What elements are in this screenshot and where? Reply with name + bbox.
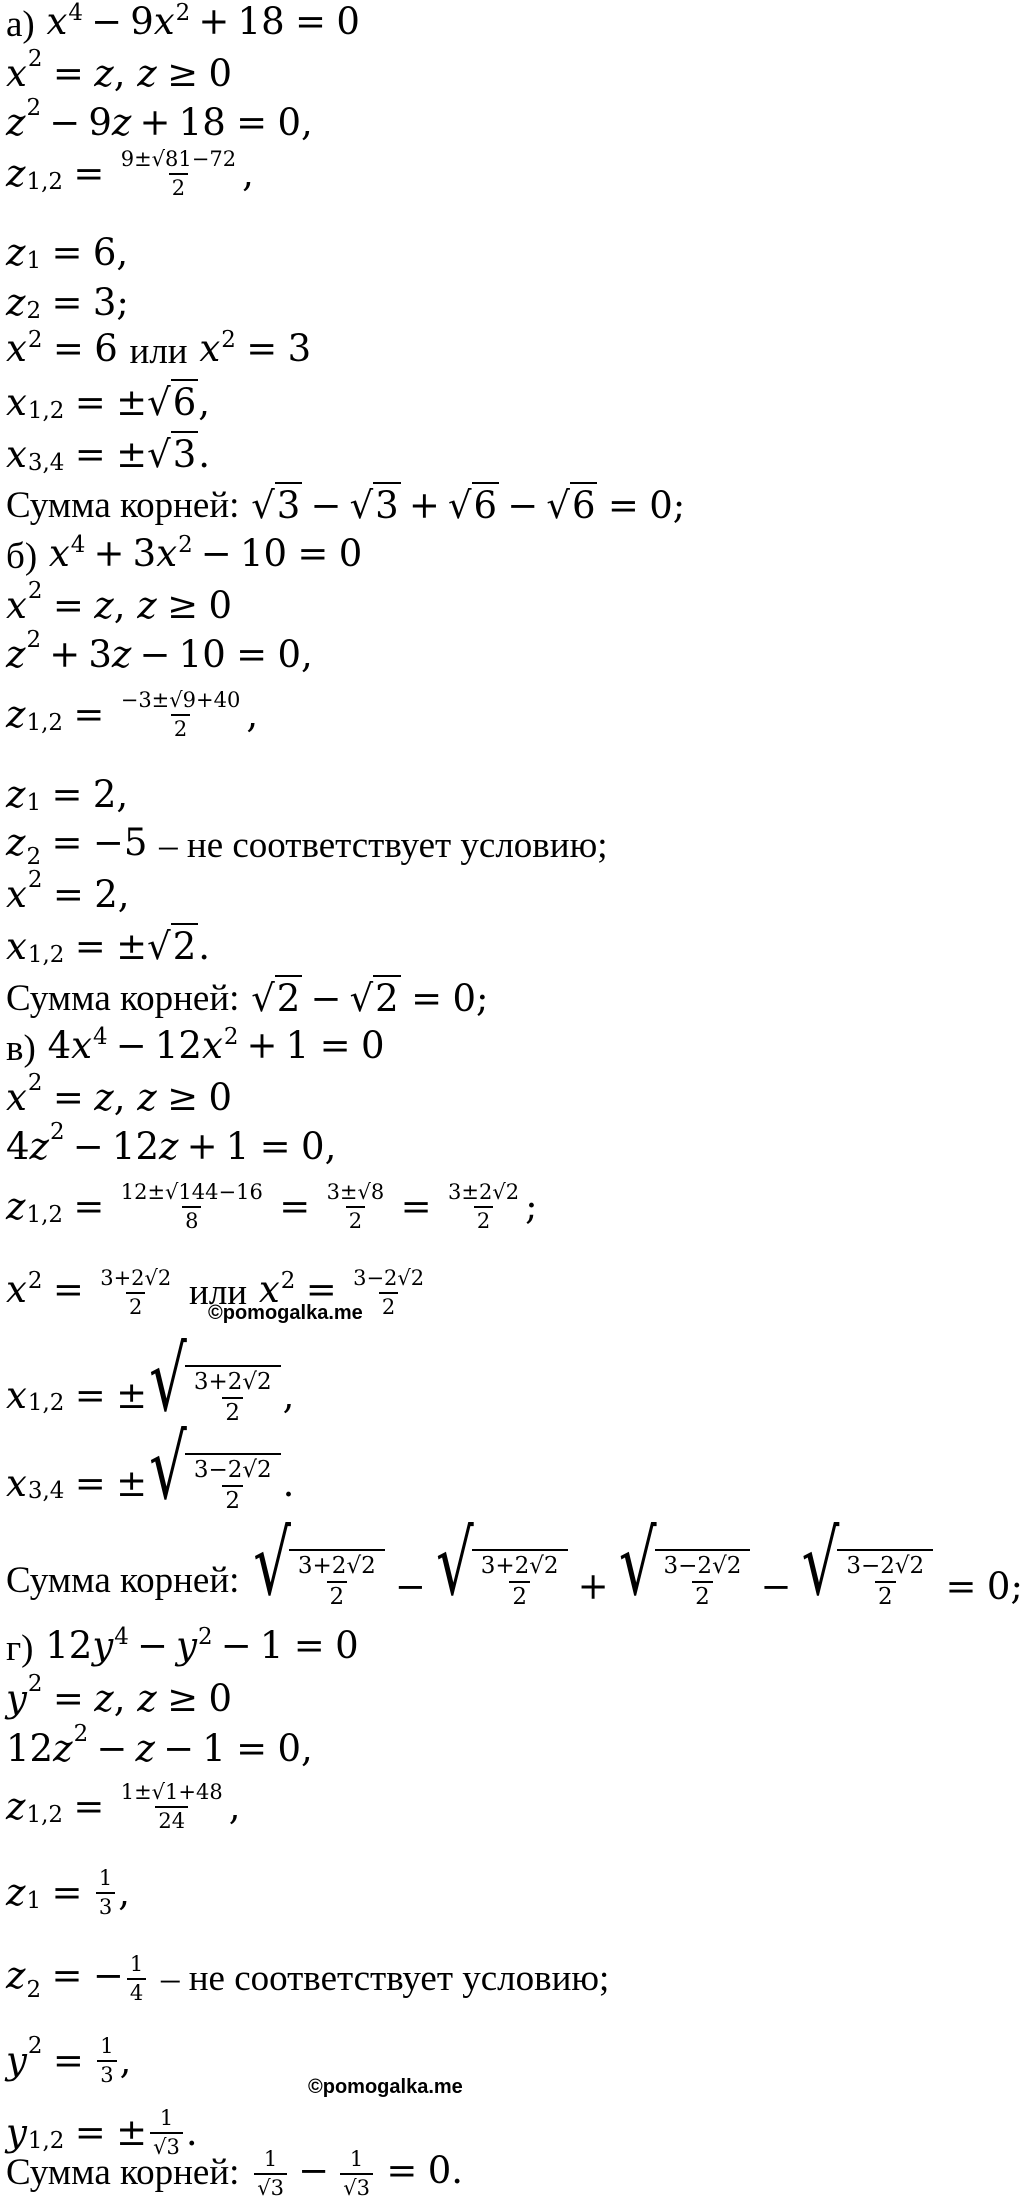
line-a-quadratic: z 2 − 9 z + 18 = 0, <box>6 94 313 144</box>
line-c-quadratic: 4 z 2 − 12 z + 1 = 0, <box>6 1118 337 1168</box>
sum-label: Сумма корней: <box>6 1559 240 1601</box>
line-d-y2: y 2 = $\frac{1}{3}$ , <box>6 2032 132 2087</box>
fraction-c-z3: $\frac{3\pm 2√2}{2}$ <box>448 1179 520 1233</box>
fraction-c-plus: $\frac{3+2√2}{2}$ <box>100 1265 172 1319</box>
not-satisfying-note: – не соответствует условию; <box>159 825 608 866</box>
line-d-quadratic: 12 z 2 − z − 1 = 0, <box>6 1720 313 1770</box>
line-b-x12: x 1,2 = ± √2 . <box>6 925 210 968</box>
watermark: ©pomogalka.me <box>208 1302 363 1324</box>
label-b: б) <box>6 536 38 577</box>
line-d-z1: z 1 = $\frac{1}{3}$ , <box>6 1865 130 1919</box>
sum-label: Сумма корней: <box>6 2152 240 2193</box>
line-a-roots-formula: z 1,2 = $\frac{9\pm√81-72}{2}$ , <box>6 146 254 200</box>
sum-label: Сумма корней: <box>6 978 240 1019</box>
line-a-sum: Сумма корней: √3 − √3 + √6 − √6 = 0; <box>6 481 685 530</box>
line-d-sum: Сумма корней: $\frac{1}{√3}$ − $\frac{1}{√3}$ = 0. <box>6 2146 463 2200</box>
line-d-roots-formula: z 1,2 = $\frac{1\pm√1+48}{24}$ , <box>6 1779 241 1833</box>
fraction-d-z2: $\frac{1}{4}$ <box>127 1954 146 2004</box>
label-a: а) <box>6 4 35 45</box>
line-a-substitution: x 2 = z , z ≥ 0 <box>6 45 233 95</box>
label-d: г) <box>6 1628 34 1669</box>
line-a-z1: z 1 = 6, <box>6 231 129 274</box>
line-b-z2: $z_2 = -5$ – не соответствует условию; <box>6 821 608 870</box>
word-or: или <box>129 331 188 372</box>
fraction-d-z: $\frac{1\pm√1+48}{24}$ <box>120 1779 223 1833</box>
word-or: или <box>189 1272 248 1313</box>
line-a-x34: x 3,4 = ± √3 . <box>6 433 210 476</box>
fraction-d-sum-2: $\frac{1}{√3}$ <box>340 2149 373 2199</box>
fraction-c-z2: $\frac{3\pm√8}{2}$ <box>326 1179 385 1233</box>
line-d-equation: г) $12y^4 - y^2 - 1 = 0$ <box>6 1624 359 1673</box>
line-b-quadratic: z 2 + 3 z − 10 = 0, <box>6 626 313 676</box>
line-a-equation: а) $x^4 - 9x^2 + 18 = 0$ <box>6 0 360 49</box>
fraction-c-x34: $\frac{3-2√2}{2}$ <box>193 1457 272 1514</box>
line-d-substitution: y 2 = z , z ≥ 0 <box>6 1670 233 1720</box>
line-a-x-values: $x^2 = 6$ или $x^2 = 3$ <box>6 327 311 376</box>
line-b-z1: z 1 = 2, <box>6 773 129 816</box>
line-b-roots-formula: z 1,2 = $\frac{-3\pm√9+40}{2}$ , <box>6 687 259 741</box>
line-c-roots-formula: z 1,2 = $\frac{12\pm√144-16}{8}$ = $\frac{3\pm√8}{2}$ = $\frac{3\pm 2√2}{2}$ ; <box>6 1179 538 1233</box>
fraction-d-z1: $\frac{1}{3}$ <box>96 1868 115 1918</box>
line-c-x12: x 1,2 = ± √ $\frac{3+2√2}{2}$ , <box>6 1327 295 1431</box>
line-a-z2: z 2 = 3; <box>6 281 129 324</box>
fraction-d-y12: $\frac{1}{√3}$ <box>150 2108 183 2158</box>
fraction-b-z: $\frac{-3\pm√9+40}{2}$ <box>120 687 241 741</box>
fraction-c-minus: $\frac{3-2√2}{2}$ <box>353 1265 425 1319</box>
fraction-d-sum-1: $\frac{1}{√3}$ <box>254 2149 287 2199</box>
not-satisfying-note: – не соответствует условию; <box>160 1958 610 1999</box>
line-c-equation: в) $4x^4 - 12x^2 + 1 = 0$ <box>6 1024 385 1073</box>
line-d-y12: y 1,2 = ± $\frac{1}{√3}$ . <box>6 2105 198 2159</box>
label-c: в) <box>6 1028 36 1069</box>
line-c-x34: x 3,4 = ± √ $\frac{3-2√2}{2}$ . <box>6 1415 295 1519</box>
line-c-x-values: $x^2$ = $\frac{3+2√2}{2}$ или $x^2$ = $\frac{3-2√2}{2}$ <box>6 1268 430 1317</box>
line-b-equation: б) $x^4 + 3x^2 - 10 = 0$ <box>6 532 362 581</box>
line-c-sum: Сумма корней: √ $\frac{3+2√2}{2}$ − √ $\frac{3+2√2}{2}$ + √ $\frac{3-2√2}{2}$ − √ $\frac{3-2√2}{2}$ = 0; <box>6 1511 1023 1615</box>
line-a-x12: x 1,2 = ± √6 , <box>6 381 210 424</box>
line-c-substitution: x 2 = z , z ≥ 0 <box>6 1069 233 1119</box>
watermark: ©pomogalka.me <box>308 2076 463 2098</box>
fraction-d-y2: $\frac{1}{3}$ <box>97 2036 116 2086</box>
fraction-c-x12: $\frac{3+2√2}{2}$ <box>193 1369 272 1426</box>
fraction-c-z1: $\frac{12\pm√144-16}{8}$ <box>120 1179 263 1233</box>
line-b-sum: Сумма корней: √2 − √2 = 0; <box>6 974 488 1023</box>
line-d-z2: $z_2$ = − $\frac{1}{4}$ – не соответствует условию; <box>6 1951 610 2005</box>
sum-label: Сумма корней: <box>6 485 240 526</box>
fraction-a-z: $\frac{9\pm√81-72}{2}$ <box>120 146 237 200</box>
line-b-x2: x 2 = 2, <box>6 866 130 916</box>
line-b-substitution: x 2 = z , z ≥ 0 <box>6 577 233 627</box>
